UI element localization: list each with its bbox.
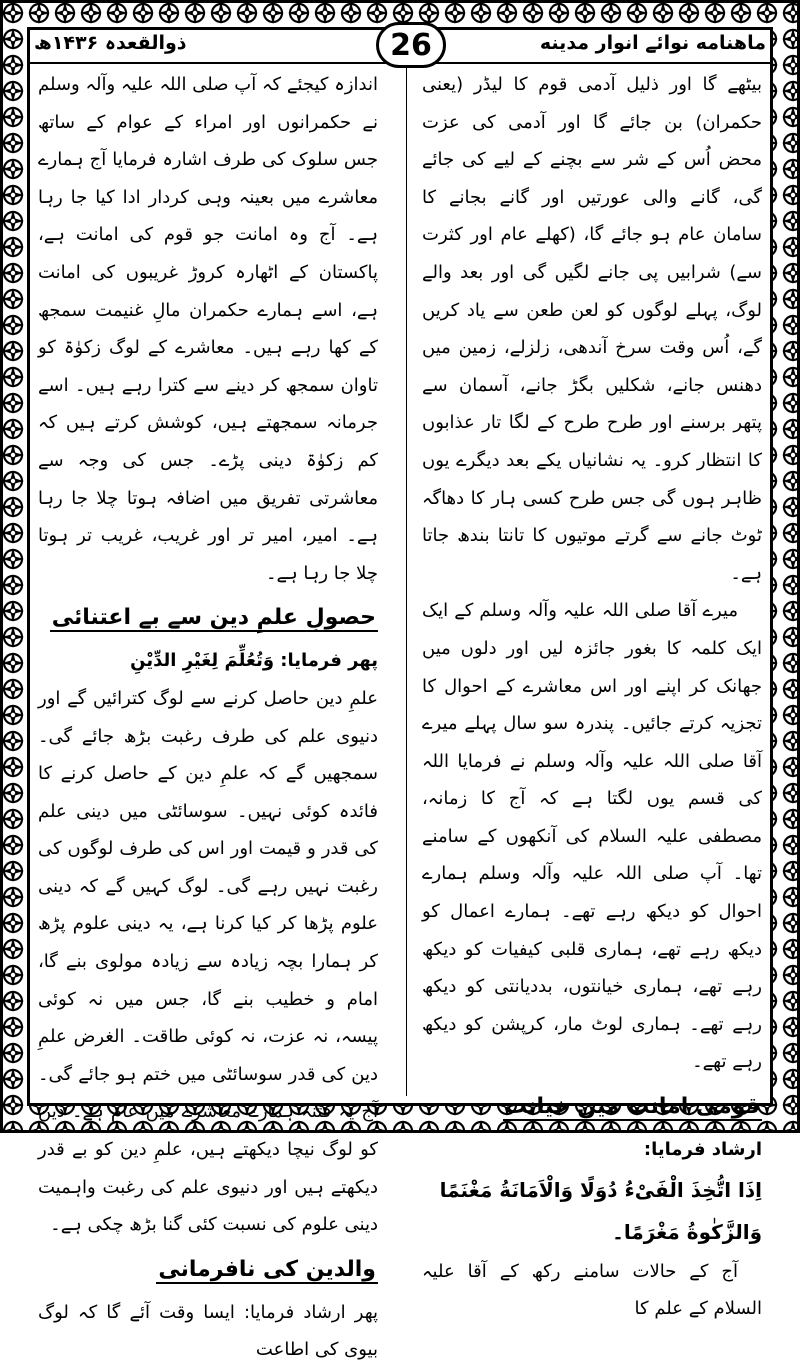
paragraph: بیٹھے گا اور ذلیل آدمی قوم کا لیڈر (یعنی حکمران) بن جائے گا اور آدمی کی عزت محض اُس کے شر سے بچنے کے لیے کی جائے گی، گانے والی عورتیں اور گانے بجانے کا سامان عام ہو جائے گا، (کھلے عام اور کثرت سے) شرابیں پی جانے لگیں گی اور بعد والے لوگ، پہلے لوگوں کو لعن طعن سے یاد کریں گے، اُس وقت سرخ آندھی، زلزلے، زمین میں دھنس جانے، شکلیں بگڑ جانے، آسمان سے پتھر برسنے اور طرح طرح کے لگا تار عذابوں کا انتظار کرو۔ یہ نشانیاں یکے بعد دیگرے یوں ظاہر ہوں گی جس طرح کسی ہار کا دھاگہ ٹوٹ جانے سے گرتے موتیوں کا تانتا بندھ جاتا ہے۔ xyxy=(422,74,762,584)
right-column xyxy=(422,66,762,1328)
page-header xyxy=(30,27,770,64)
irshad-label: ارشاد فرمایا: xyxy=(643,1139,762,1161)
paragraph: علمِ دین حاصل کرنے سے لوگ کترائیں گے اور دنیوی علم کی طرف رغبت بڑھ جائے گی۔ سمجھیں گے کہ علمِ دین کے حاصل کرنے کا فائدہ کوئی نہیں۔ سوسائٹی میں دینی علم کی قدر و قیمت اور اس کی طرف لوگوں کی رغبت نہیں رہے گی۔ لوگ کہیں گے کہ دینی علوم پڑھا کر کیا کرنا ہے، یہ دینی علوم پڑھ کر ہمارا بچہ زیادہ سے زیادہ مولوی بنے گا، امام و خطیب بنے گا، جس میں نہ کوئی پیسہ، نہ عزت، نہ کوئی طاقت۔ الغرض علمِ دین کی قدر سوسائٹی میں ختم ہو جائے گی۔ آج یہ فتنہ ہمارے معاشرے میں عام ہے۔ دین کو لوگ نیچا دیکھتے ہیں، علمِ دین کو بے قدر دیکھتے ہیں اور دنیوی علم کی رغبت واہمیت دینی علوم کی نسبت کئی گنا بڑھ چکی ہے۔ xyxy=(38,687,378,1236)
paragraph: پھر ارشاد فرمایا: ایسا وقت آئے گا کہ لوگ بیوی کی اطاعت xyxy=(38,1301,378,1361)
magazine-title: ماهنامه نوائے انوار مدینه xyxy=(539,32,766,54)
section-heading-text: قومی امانت میں خیانت xyxy=(504,1094,760,1120)
subheading: پھر فرمایا: وَتُعُلِّمَ لِغَیْرِ الدِّیْنِ xyxy=(130,650,378,672)
section-heading xyxy=(38,1248,378,1292)
paragraph: اندازہ کیجئے کہ آپ صلی اللہ علیہ وآلہ وسلم نے حکمرانوں اور امراء کے عوام کے ساتھ جس سلوک کی طرف اشارہ فرمایا آج ہمارے معاشرے میں بعینہ وہی کردار ادا کیا جا رہا ہے۔ آج وہ امانت جو قوم کی امانت ہے، پاکستان کے اٹھارہ کروڑ غریبوں کی امانت ہے، اسے ہمارے حکمران مالِ غنیمت سمجھ کے کھا رہے ہیں۔ معاشرے کے لوگ زکوٰۃ کو تاوان سمجھ کر دینے سے کترا رہے ہیں۔ اسے جرمانہ سمجھتے ہیں، کوشش کرتے ہیں کہ کم زکوٰۃ دینی پڑے۔ جس کی وجہ سے معاشرتی تفریق میں اضافہ ہوتا چلا جا رہا ہے۔ امیر، امیر تر اور غریب، غریب تر ہوتا چلا جا رہا ہے۔ xyxy=(38,74,378,584)
issue-date: ذوالقعدہ ۱۴۳۶ھ xyxy=(34,32,187,54)
left-column xyxy=(38,66,378,1369)
paragraph: آج کے حالات سامنے رکھ کے آقا علیہ السلام کے علم کا xyxy=(422,1260,762,1320)
section-heading xyxy=(422,1085,762,1129)
section-heading xyxy=(38,596,378,640)
column-divider xyxy=(406,66,407,1096)
section-heading-text: والدین کی نافرمانی xyxy=(158,1256,376,1282)
page-number: 26 xyxy=(376,22,446,68)
section-heading-text: حصولِ علمِ دین سے بے اعتنائی xyxy=(51,605,376,631)
arabic-quote: اِذَا اتُّخِذَ الْفَیْءُ دُوَلًا وَالْاَمَانَةُ مَغْنَمًا وَالزَّكٰوةُ مَغْرَمًا۔ xyxy=(439,1177,762,1244)
paragraph: میرے آقا صلی اللہ علیہ وآلہ وسلم کے ایک ایک کلمہ کا بغور جائزہ لیں اور دلوں میں جھانک کر اپنے اور اس معاشرے کے احوال کا تجزیہ کرتے جائیں۔ پندرہ سو سال پہلے میرے آقا صلی اللہ علیہ وآلہ وسلم نے فرمایا اللہ کی قسم یوں لگتا ہے کہ آج کا زمانہ، مصطفی علیہ السلام کی آنکھوں کے سامنے تھا۔ آپ صلی اللہ علیہ وآلہ وسلم ہمارے احوال کو دیکھ رہے تھے۔ ہمارے اعمال کو دیکھ رہے تھے، ہماری قلبی کیفیات کو دیکھ رہے تھے، ہماری خیانتوں، بددیانتی کو دیکھ رہے تھے۔ ہماری لوٹ مار، کرپشن کو دیکھ رہے تھے۔ xyxy=(422,600,762,1073)
page-content xyxy=(30,27,770,1361)
